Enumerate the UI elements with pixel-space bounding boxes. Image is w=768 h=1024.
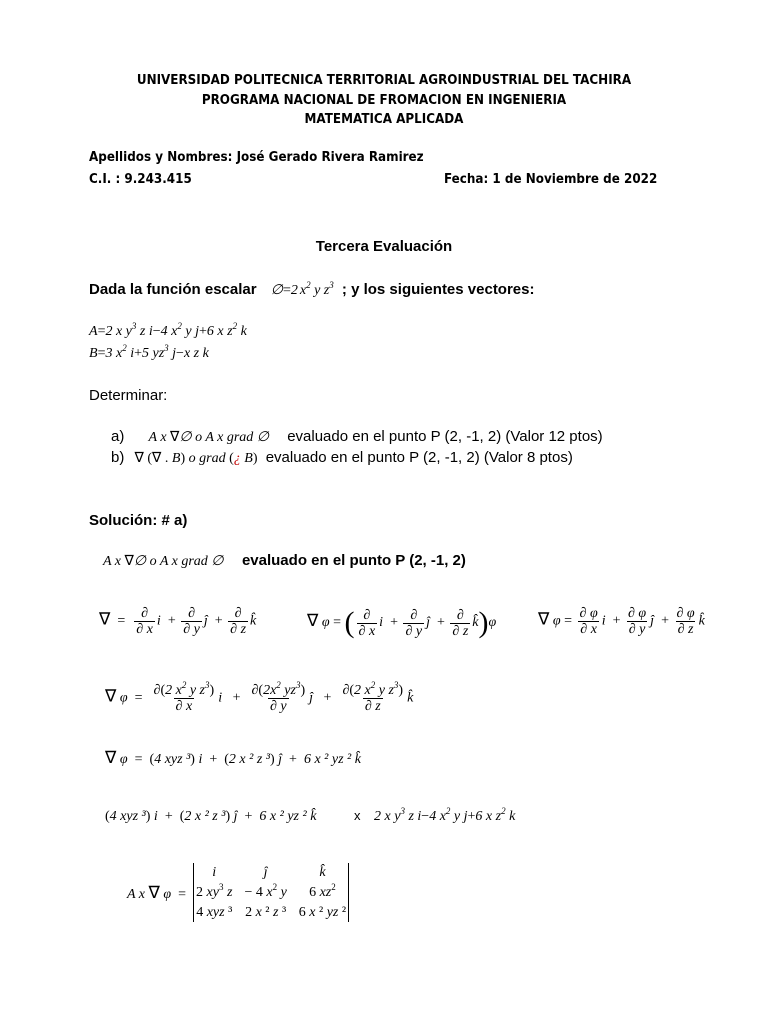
solution-title: Solución: # a) [89, 512, 188, 529]
vector-a: A=2 x $y^3$ z i−4 $x^2$ y j+6 x $z^2$ k [89, 321, 247, 339]
intro-prefix: Dada la función escalar [89, 281, 257, 298]
gradient-substitution: ∇ φ = $\frac{\partial(2 x^2 y z^3)}{\partial x}$ i + $\frac{\partial(2x^2 yz^3)}{\partial y}$ ĵ + $\frac{\partial(2 x^2 y z^3)}{\partial z}$ k̂ [105, 680, 414, 714]
item-a-marker: a) [111, 428, 125, 445]
solution-point-text: evaluado en el punto P (2, -1, 2) [241, 552, 466, 569]
evaluation-title: Tercera Evaluación [315, 238, 453, 255]
date: Fecha: 1 de Noviembre de 2022 [444, 172, 658, 187]
cross-vector-a: 2 x $y^3$ z i−4 $x^2$ y j+6 x $z^2$ k [374, 806, 516, 824]
item-b-text: evaluado en el punto P (2, -1, 2) (Valor 8 ptos) [265, 449, 573, 466]
nabla-operator: ∇ = $\frac{\partial}{\partial x}$ i + $\frac{\partial}{\partial y}$ ĵ + $\frac{\partial}{\partial z}$ k̂ [99, 606, 257, 637]
program-name: PROGRAMA NACIONAL DE FROMACION EN INGENIERIA [201, 93, 567, 108]
solution-expression: A x ∇∅ o A x grad ∅ [103, 554, 224, 569]
solution-subtitle [103, 552, 466, 570]
scalar-function: ∅=2 $x^2$ y $z^3$ [270, 280, 334, 298]
student-name: Apellidos y Nombres: José Gerado Rivera Ramirez [89, 150, 424, 165]
determinant-matrix: i ĵ k̂ 2 $xy^3$ z − 4 $x^2$ y 6 $xz^2$ 4 xyz ³ 2 x ² z ³ 6 x ² yz ² [193, 863, 349, 922]
course-name: MATEMATICA APLICADA [304, 112, 464, 127]
gradient-result: ∇ φ = (4 xyz ³) i + (2 x ² z ³) ĵ + 6 x ² yz ² k̂ [105, 748, 361, 767]
intro-line [89, 281, 535, 299]
student-ci: C.I. : 9.243.415 [89, 172, 192, 187]
university-name: UNIVERSIDAD POLITECNICA TERRITORIAL AGROINDUSTRIAL DEL TACHIRA [136, 73, 632, 88]
nabla-phi-operator: ∇ φ = ( $\frac{\partial}{\partial x}$ i + $\frac{\partial}{\partial y}$ ĵ + $\frac{\partial}{\partial z}$ k̂)φ [307, 606, 497, 639]
cross-symbol: x [354, 808, 361, 823]
item-b-marker: b) [111, 449, 125, 466]
item-a-expression: A x ∇∅ o A x grad ∅ [148, 430, 270, 445]
intro-suffix: ; y los siguientes vectores: [341, 281, 535, 298]
item-a-text: evaluado en el punto P (2, -1, 2) (Valor 12 ptos) [287, 428, 603, 445]
vector-b: B=3 $x^2$ i+5 $yz^3$ j−x z k [89, 343, 209, 361]
item-b-expression: ∇ (∇ . B) o grad (¿ B) [134, 451, 258, 466]
item-a [111, 428, 603, 446]
nabla-phi-partials: ∇ φ = $\frac{\partial \varphi}{\partial x}$ i + $\frac{\partial \varphi}{\partial y}$ ĵ + $\frac{\partial \varphi}{\partial z}$ k̂ [538, 606, 705, 637]
item-b [111, 449, 573, 467]
determinar-label: Determinar: [89, 387, 168, 404]
cross-product-determinant: A x ∇ φ = i ĵ k̂ 2 $xy^3$ z − 4 $x^2$ y 6 $xz^2$ 4 xyz ³ 2 x ² z ³ 6 x ² yz ² [127, 863, 349, 922]
cross-product-statement: (4 xyz ³) i + (2 x ² z ³) ĵ + 6 x ² yz ² k̂ [105, 809, 317, 824]
